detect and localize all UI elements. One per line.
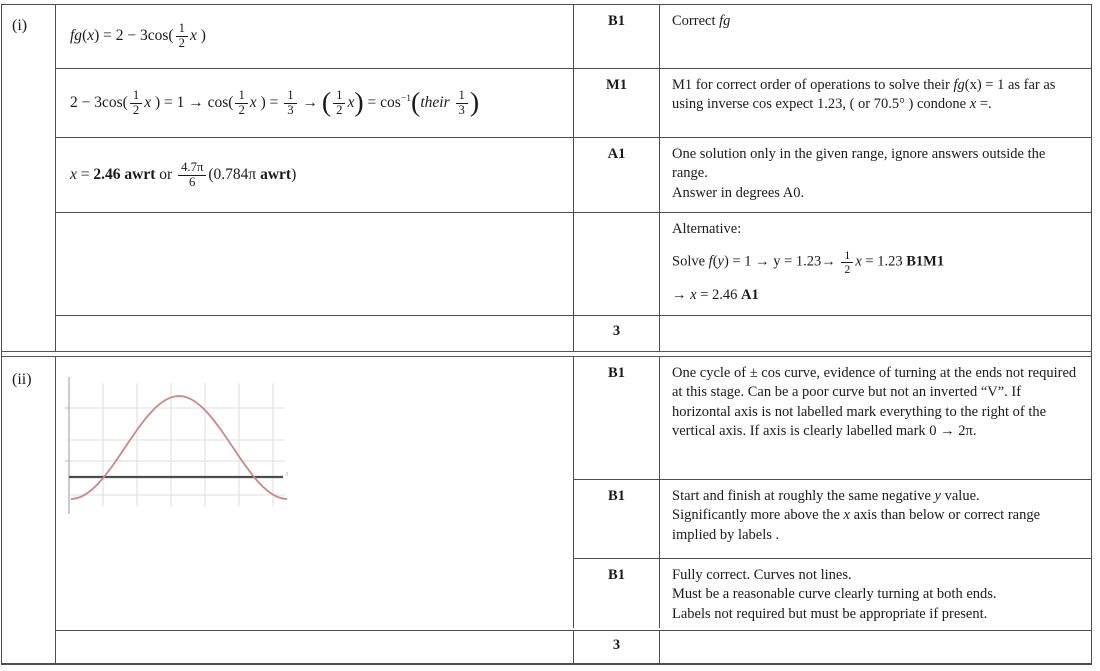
total-marks: 3 bbox=[573, 316, 659, 351]
comment-cell: Fully correct. Curves not lines. Must be a reasonable curve clearly turning at both ends. Labels not required but must be appropriate if present. bbox=[659, 559, 1091, 628]
working-cell: x = 2.46 awrt or $\frac{4.7\pi}{6}$ (0.784π awrt) bbox=[70, 159, 297, 189]
working-cell bbox=[56, 316, 573, 351]
comment-cell: One cycle of ± cos curve, evidence of turning at the ends not required at this stage. Can be a poor curve but not an inverted “V”. If horizontal axis is not labelled mark everything to the right of the vertical axis. If axis is clearly labelled mark 0 → 2π. bbox=[659, 357, 1091, 479]
part-label-ii: (ii) bbox=[2, 357, 56, 663]
sketch-graph-container bbox=[57, 374, 307, 527]
total-marks: 3 bbox=[573, 631, 659, 663]
mark-scheme-table bbox=[1, 4, 1092, 665]
section-i-rows bbox=[56, 5, 1091, 351]
sketch-graph bbox=[57, 374, 307, 522]
working-cell bbox=[56, 631, 573, 663]
mark-badge bbox=[573, 213, 659, 315]
comment-cell bbox=[659, 316, 1091, 351]
mark-badge: B1 bbox=[573, 480, 659, 558]
table-row bbox=[573, 558, 1091, 628]
comment-cell: Correct fg bbox=[659, 5, 1091, 68]
working-cell: 2 − 3cos( $\frac{1}{2}$ x ) = 1 → cos( $\frac{1}{2}$ x ) = $\frac{1}{3}$ → ( $\frac{1}{2}$ $x) = \cos^{-1}(their$ $\frac{1}{3}$ ) bbox=[70, 86, 480, 118]
comment-cell: M1 for correct order of operations to solve their fg(x) = 1 as far as using inverse cos expect 1.23, ( or 70.5° ) condone x =. bbox=[659, 69, 1091, 137]
mark-badge: B1 bbox=[573, 5, 659, 68]
part-label-i: (i) bbox=[2, 5, 56, 351]
working-cell bbox=[56, 213, 573, 315]
comment-cell bbox=[659, 631, 1091, 663]
mark-badge: B1 bbox=[573, 357, 659, 479]
table-row bbox=[573, 357, 1091, 479]
mark-badge: B1 bbox=[573, 559, 659, 628]
table-row bbox=[573, 479, 1091, 558]
table-row bbox=[56, 212, 1091, 315]
table-row bbox=[56, 137, 1091, 212]
mark-badge: M1 bbox=[573, 69, 659, 137]
total-row bbox=[56, 315, 1091, 351]
total-row bbox=[56, 630, 1091, 663]
table-row bbox=[56, 68, 1091, 137]
section-ii bbox=[2, 357, 1091, 663]
comment-cell-alternative: Alternative: Solve f(y) = 1 → y = 1.23→ $\frac{1}{2}$ x = 1.23 B1M1 → x = 2.46 A1 bbox=[659, 213, 1091, 315]
mark-badge: A1 bbox=[573, 138, 659, 212]
section-ii-rows bbox=[56, 357, 1091, 663]
table-row bbox=[56, 5, 1091, 68]
comment-cell: One solution only in the given range, ignore answers outside the range. Answer in degrees A0. bbox=[659, 138, 1091, 212]
marks-comments-column bbox=[573, 357, 1091, 630]
working-cell-graph bbox=[56, 357, 573, 630]
section-i bbox=[2, 5, 1091, 351]
working-cell: fg(x) = 2 − 3cos( $\frac{1}{2}$ x ) bbox=[70, 21, 206, 50]
comment-cell: Start and finish at roughly the same negative y value. Significantly more above the x axis than below or correct range implied by labels . bbox=[659, 480, 1091, 558]
graph-row bbox=[56, 357, 1091, 630]
grid-lines bbox=[69, 383, 285, 507]
